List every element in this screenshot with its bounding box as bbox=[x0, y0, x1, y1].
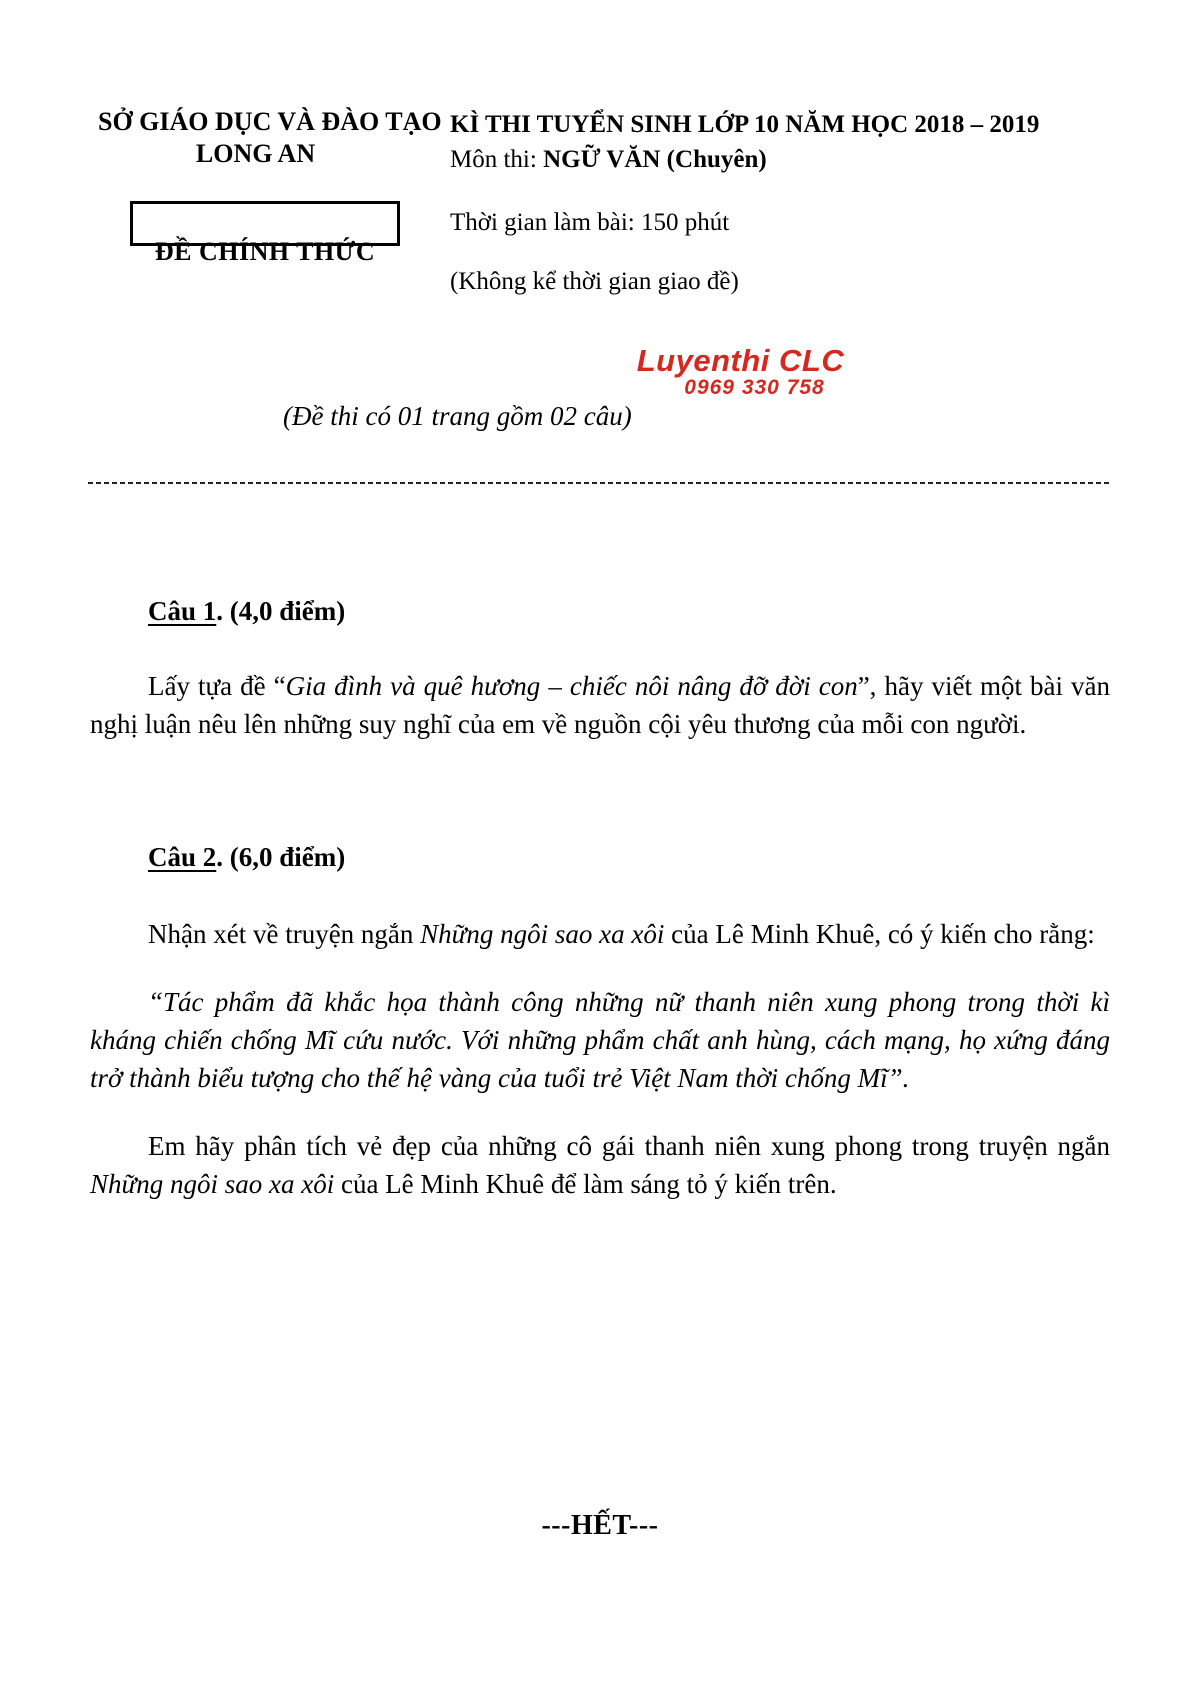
q2-task-run: của Lê Minh Khuê để làm sáng tỏ ý kiến trên. bbox=[334, 1169, 837, 1199]
end-mark: ---HẾT--- bbox=[541, 1510, 659, 1541]
q1-text-run: ”, hãy viết một bài văn nghị luận nêu lên những suy nghĩ của em về nguồn cội yêu thương của mỗi con người. bbox=[90, 671, 1110, 739]
question-1-label: Câu 1 bbox=[148, 596, 217, 626]
q2-story-title: Những ngôi sao xa xôi bbox=[90, 1169, 335, 1199]
question-2-points: . (6,0 điểm) bbox=[216, 842, 346, 872]
question-1-text bbox=[90, 667, 1110, 743]
question-2-intro bbox=[90, 915, 1110, 953]
exam-title: KÌ THI TUYỂN SINH LỚP 10 NĂM HỌC 2018 – 2019 bbox=[450, 111, 1040, 138]
logo-phone-number: 0969 330 758 bbox=[684, 376, 825, 399]
q2-task-run: Em hãy phân tích vẻ đẹp của những cô gái thanh niên xung phong trong truyện ngắn bbox=[148, 1131, 1110, 1161]
issuing-authority bbox=[98, 106, 442, 170]
authority-province: LONG AN bbox=[195, 139, 316, 168]
exam-body bbox=[90, 592, 1110, 1203]
q2-story-title: Những ngôi sao xa xôi bbox=[420, 919, 665, 949]
q2-text-run: Nhận xét về truyện ngắn bbox=[148, 919, 421, 949]
exam-header bbox=[450, 110, 1070, 297]
q1-essay-title: Gia đình và quê hương – chiếc nôi nâng đỡ đời con bbox=[285, 671, 858, 701]
exam-subject-line bbox=[450, 145, 1070, 175]
question-2-heading bbox=[148, 838, 1110, 876]
q2-text-run: của Lê Minh Khuê, có ý kiến cho rằng: bbox=[664, 919, 1095, 949]
page-count-note: (Đề thi có 01 trang gồm 02 câu) bbox=[283, 401, 632, 431]
official-stamp-label: ĐỀ CHÍNH THỨC bbox=[154, 237, 376, 266]
question-2-quote: “Tác phẩm đã khắc họa thành công những nữ thanh niên xung phong trong thời kì kháng chiến chống Mĩ cứu nước. Với những phẩm chất anh hùng, cách mạng, họ xứng đáng trở thành biểu tượng cho thế hệ vàng của tuổi trẻ Việt Nam thời chống Mĩ”. bbox=[90, 987, 1110, 1093]
question-2-task bbox=[90, 1127, 1110, 1203]
subject-value: NGỮ VĂN (Chuyên) bbox=[543, 146, 767, 173]
authority-name: SỞ GIÁO DỤC VÀ ĐÀO TẠO bbox=[98, 107, 442, 136]
logo-text: Luyenthi CLC bbox=[636, 343, 845, 378]
exam-duration-note: (Không kể thời gian giao đề) bbox=[450, 268, 739, 295]
dashed-separator bbox=[88, 482, 1112, 484]
luyenthi-clc-logo bbox=[628, 344, 853, 399]
question-1-points: . (4,0 điểm) bbox=[216, 596, 346, 626]
question-1-heading bbox=[148, 592, 1110, 630]
exam-duration: Thời gian làm bài: 150 phút bbox=[450, 209, 730, 236]
q1-text-run: Lấy tựa đề “ bbox=[148, 671, 286, 701]
question-2-label: Câu 2 bbox=[148, 842, 217, 872]
subject-label: Môn thi: bbox=[450, 146, 544, 173]
